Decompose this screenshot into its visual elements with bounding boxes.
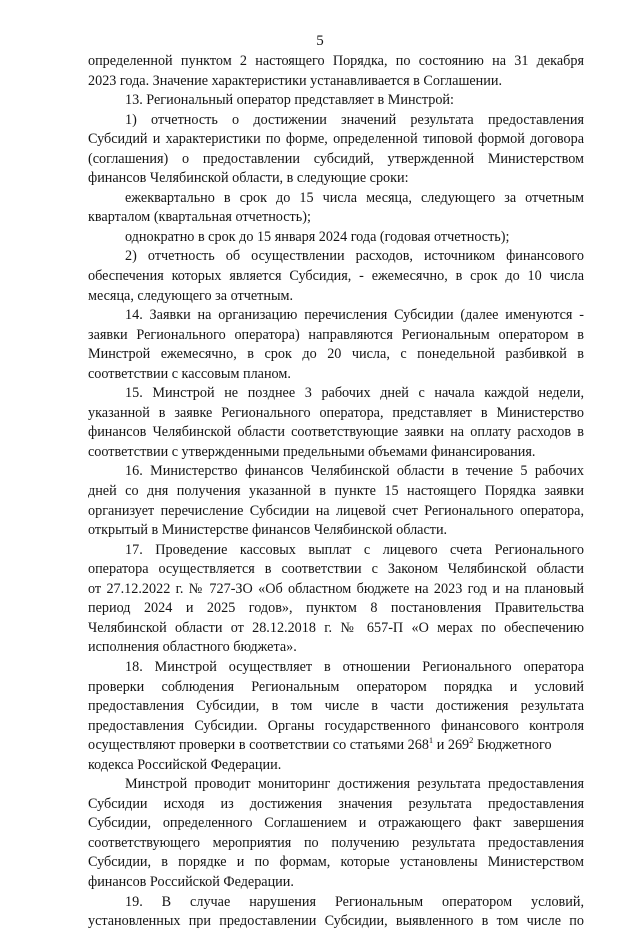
text-line: Минстрой проводит мониторинг достижения результата предоставления [125,776,584,793]
text-line: организует перечисление Субсидии на лицевой счет Регионального оператора, [88,502,584,519]
text-line: предоставления Субсидии, в том числе в части достижения результата [88,698,584,715]
text-line: кодекса Российской Федерации. [88,756,282,773]
text-line: месяца, следующего за отчетным. [88,287,293,304]
text-line: указанной в заявке Регионального оператора, представляет в Министерство [88,404,584,421]
text-line: Субсидии, в порядке и по формам, которые установлены Министерством [88,854,584,871]
text-line: (соглашения) о предоставлении субсидий, утвержденной Министерством [88,150,584,167]
text-line: ежеквартально в срок до 15 числа месяца, следующего за отчетным [125,189,584,206]
text-line: соответствии с утвержденными предельными объемами финансирования. [88,443,536,460]
text-line: 13. Региональный оператор представляет в Минстрой: [125,92,454,109]
text-line: 2023 года. Значение характеристики устанавливается в Соглашении. [88,72,502,89]
text-line: Челябинской области от 28.12.2018 г. № 657-П «О мерах по обеспечению [88,619,584,636]
text-line: дней со дня получения указанной в пункте 15 настоящего Порядка заявки [88,483,584,500]
text-line: определенной пунктом 2 настоящего Порядка, по состоянию на 31 декабря [88,53,584,69]
text-line: 14. Заявки на организацию перечисления Субсидии (далее именуются - [125,307,584,324]
text-line: обеспечения которых является Субсидия, - ежемесячно, в срок до 10 числа [88,268,584,285]
text-line [88,736,584,756]
text-line: Субсидии исходя из достижения значения результата предоставления [88,795,584,812]
text-line: 1) отчетность о достижении значений результата предоставления [125,111,584,128]
text-fragment: осуществляют проверки в соответствии со статьями 268 [88,737,429,754]
text-line: исполнения областного бюджета». [88,639,297,656]
text-line: кварталом (квартальная отчетность); [88,209,311,226]
text-line: установленных при предоставлении Субсидии, выявленного в том числе по [88,913,584,930]
text-line: 2) отчетность об осуществлении расходов, источником финансового [125,248,584,265]
superscript: 1 [428,735,434,746]
text-line: 15. Минстрой не позднее 3 рабочих дней с начала каждой недели, [125,385,584,402]
text-line: открытый в Министерстве финансов Челябинской области. [88,522,448,539]
text-line: Субсидии, определенного Соглашением и отражающего факт завершения [88,815,584,832]
text-line: финансов Российской Федерации. [88,873,294,890]
text-line: 17. Проведение кассовых выплат с лицевого счета Регионального [125,541,584,558]
text-line: оператора осуществляется в соответствии с Законом Челябинской области [88,561,584,578]
text-line: 16. Министерство финансов Челябинской области в течение 5 рабочих [125,463,584,480]
text-line: финансов Челябинской области, в следующие сроки: [88,170,409,187]
text-line: заявки Регионального оператора) направляются Региональным оператором в [88,326,584,343]
text-line: 19. В случае нарушения Региональным оператором условий, [125,893,584,910]
text-line: проверки соблюдения Региональным оператором порядка и условий [88,678,584,695]
document-body [88,52,584,932]
text-line: финансов Челябинской области соответствующие заявки на оплату расходов в [88,424,584,441]
text-line: от 27.12.2022 г. № 727-ЗО «Об областном бюджете на 2023 год и на плановый [88,580,584,597]
text-line: предоставления Субсидии. Органы государственного финансового контроля [88,717,584,734]
text-line: однократно в срок до 15 января 2024 года (годовая отчетность); [125,228,510,245]
text-line: соответствующего мероприятия по получению результата предоставления [88,834,584,851]
superscript: 2 [469,735,474,746]
page-number: 5 [316,33,324,49]
text-line: соответствии с кассовым планом. [88,365,291,382]
text-line: Субсидий и характеристики по форме, определенной типовой формой договора [88,131,584,148]
text-line: Минстрой ежемесячно, в срок до 20 числа, с понедельной разбивкой в [88,346,584,363]
text-fragment: Бюджетного [473,737,552,754]
text-fragment: и 269 [433,737,470,754]
text-line: 18. Минстрой осуществляет в отношении Регионального оператора [125,658,584,675]
text-line: период 2024 и 2025 годов», пунктом 8 постановления Правительства [88,600,584,617]
